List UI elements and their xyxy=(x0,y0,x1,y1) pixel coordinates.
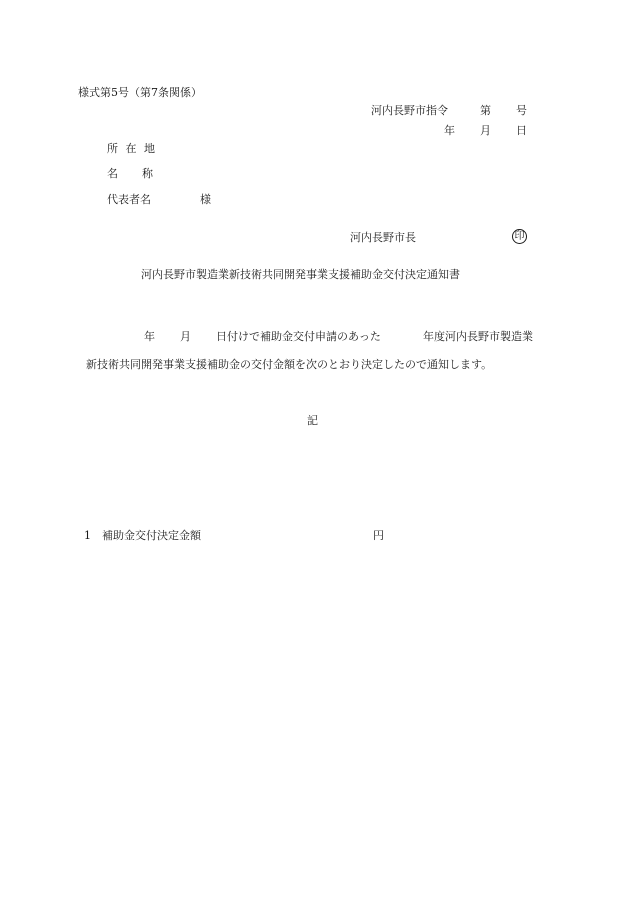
address-label: 所 在 地 xyxy=(107,142,157,155)
name-label-2: 称 xyxy=(142,167,153,180)
order-dai: 第 xyxy=(480,104,491,117)
item1-unit: 円 xyxy=(373,529,384,542)
ki-heading: 記 xyxy=(307,414,318,427)
date-day: 日 xyxy=(516,124,527,137)
name-label-1: 名 xyxy=(107,167,118,180)
seal-mark: 印 xyxy=(512,229,527,244)
honorific: 様 xyxy=(200,193,211,206)
document-title: 河内長野市製造業新技術共同開発事業支援補助金交付決定通知書 xyxy=(141,268,460,281)
representative-label: 代表者名 xyxy=(107,193,151,206)
item1-number: 1 xyxy=(84,529,91,542)
date-month: 月 xyxy=(480,124,491,137)
body-fiscal-year-text: 年度河内長野市製造業 xyxy=(423,330,533,343)
order-label: 河内長野市指令 xyxy=(371,104,448,117)
body-month: 月 xyxy=(180,330,191,343)
form-number: 様式第5号（第7条関係） xyxy=(78,86,202,99)
date-year: 年 xyxy=(444,124,455,137)
body-line1-text: 日付けで補助金交付申請のあった xyxy=(216,330,381,343)
issuer-title: 河内長野市長 xyxy=(350,231,416,244)
body-year: 年 xyxy=(144,330,155,343)
order-go: 号 xyxy=(516,104,527,117)
item1-label: 補助金交付決定金額 xyxy=(102,529,201,542)
body-line2-text: 新技術共同開発事業支援補助金の交付金額を次のとおり決定したので通知します。 xyxy=(86,358,493,371)
